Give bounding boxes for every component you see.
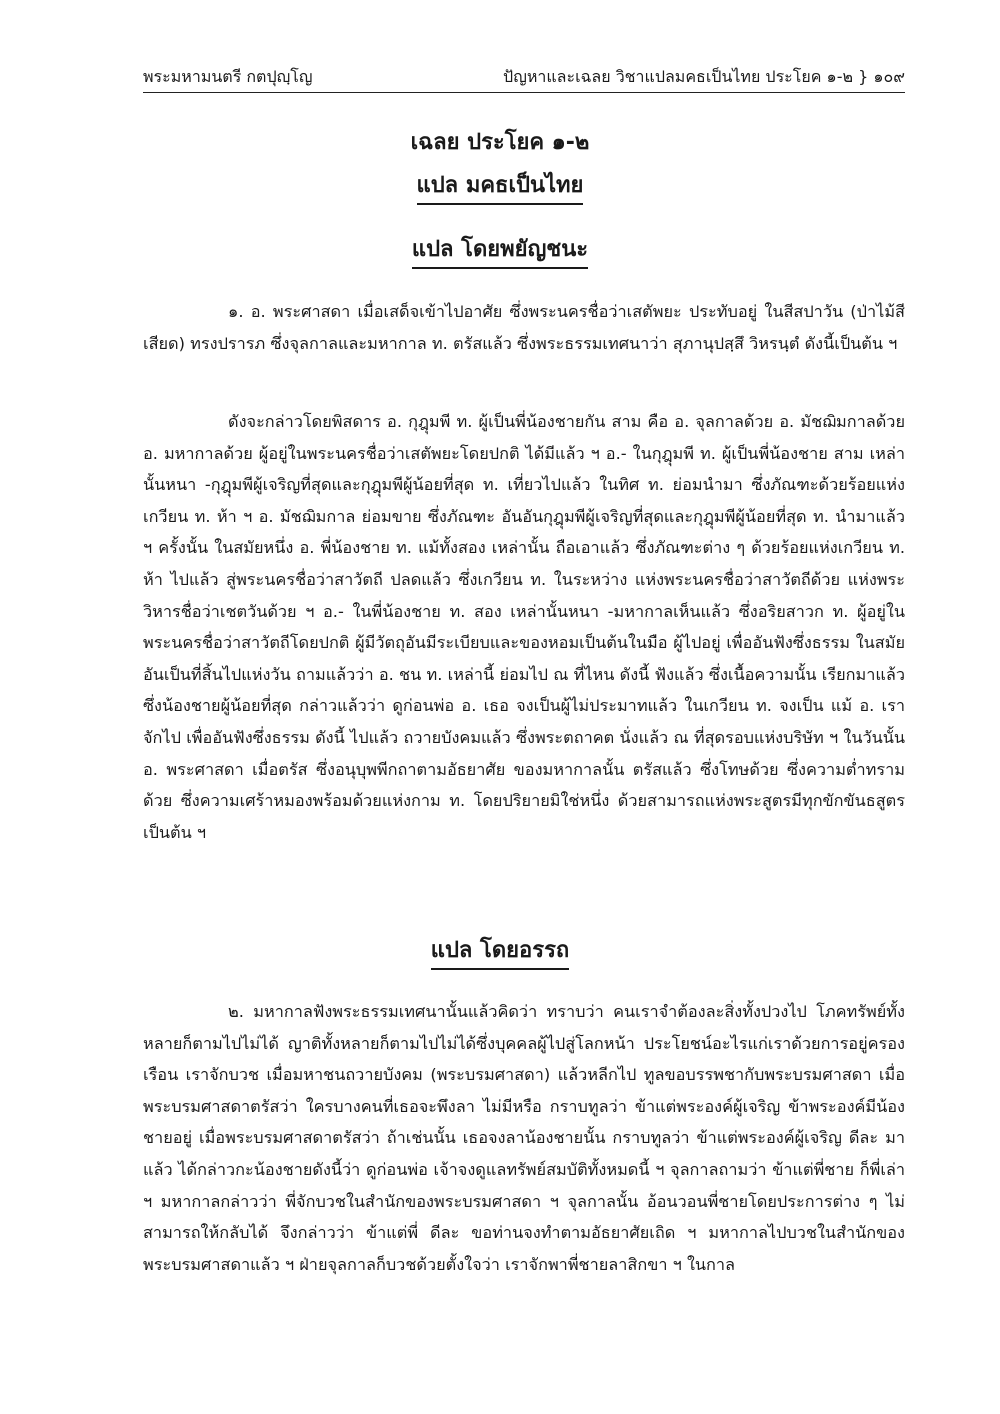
- header-author: พระมหามนตรี กตปุญฺโญ: [143, 67, 313, 86]
- paragraph-2: ดังจะกล่าวโดยพิสดาร อ. กุฎุมพี ท. ผู้เป็นพี่น้องชายกัน สาม คือ อ. จุลกาลด้วย อ. มัชฌิมกาลด้วย อ. มหากาลด้วย ผู้อยู่ในพระนครชื่อว่าเสตัพยะโดยปกติ ได้มีแล้ว ฯ อ.- ในกุฎุมพี ท. ผู้เป็นพี่น้องชาย สาม เหล่านั้นหนา -กุฎุมพีผู้เจริญที่สุดและกุฎุมพีผู้น้อยที่สุด ท. เที่ยวไปแล้ว ในทิศ ท. ย่อมนำมา ซึ่งภัณฑะด้วยร้อยแห่งเกวียน ท. ห้า ฯ อ. มัชฌิมกาล ย่อมขาย ซึ่งภัณฑะ อันอันกุฎุมพีผู้เจริญที่สุดและกุฎุมพีผู้น้อยที่สุด ท. นำมาแล้ว ฯ ครั้งนั้น ในสมัยหนึ่ง อ. พี่น้องชาย ท. แม้ทั้งสอง เหล่านั้น ถือเอาแล้ว ซึ่งภัณฑะต่าง ๆ ด้วยร้อยแห่งเกวียน ท. ห้า ไปแล้ว สู่พระนครชื่อว่าสาวัตถี ปลดแล้ว ซึ่งเกวียน ท. ในระหว่าง แห่งพระนครชื่อว่าสาวัตถีด้วย แห่งพระวิหารชื่อว่าเชตวันด้วย ฯ อ.- ในพี่น้องชาย ท. สอง เหล่านั้นหนา -มหากาลเห็นแล้ว ซึ่งอริยสาวก ท. ผู้อยู่ในพระนครชื่อว่าสาวัตถีโดยปกติ ผู้มีวัตถุอันมีระเบียบและของหอมเป็นต้นในมือ ผู้ไปอยู่ เพื่ออันฟังซึ่งธรรม ในสมัยอันเป็นที่สิ้นไปแห่งวัน ถามแล้วว่า อ. ชน ท. เหล่านี้ ย่อมไป ณ ที่ไหน ดังนี้ ฟังแล้ว ซึ่งเนื้อความนั้น เรียกมาแล้ว ซึ่งน้องชายผู้น้อยที่สุด กล่าวแล้วว่า ดูก่อนพ่อ อ. เธอ จงเป็นผู้ไม่ประมาทแล้ว ในเกวียน ท. จงเป็น แม้ อ. เรา จักไป เพื่ออันฟังซึ่งธรรม ดังนี้ ไปแล้ว ถวายบังคมแล้ว ซึ่งพระตถาคต นั่งแล้ว ณ ที่สุดรอบแห่งบริษัท ฯ ในวันนั้น อ. พระศาสดา เมื่อตรัส ซึ่งอนุบุพพีกถาตามอัธยาศัย ของมหากาลนั้น ตรัสแล้ว ซึ่งโทษด้วย ซึ่งความต่ำทรามด้วย ซึ่งความเศร้าหมองพร้อมด้วยแห่งกาม ท. โดยปริยายมิใช่หนึ่ง ด้วยสามารถแห่งพระสูตรมีทุกขักขันธสูตรเป็นต้น ฯ: [143, 412, 905, 842]
- answer-title: [0, 128, 1000, 158]
- subject-title-text: แปล มคธเป็นไทย: [417, 171, 584, 205]
- running-header: [143, 66, 905, 93]
- section-title-meaning-text: แปล โดยอรรถ: [431, 936, 569, 970]
- subject-title: [0, 171, 1000, 205]
- section-title-literal-text: แปล โดยพยัญชนะ: [412, 235, 588, 269]
- answer-title-text: เฉลย ประโยค ๑-๒: [410, 130, 590, 155]
- header-book-title: ปัญหาและเฉลย วิชาแปลมคธเป็นไทย ประโยค ๑-๒ } ๑๐๙: [503, 67, 905, 86]
- paragraph-3: ๒. มหากาลฟังพระธรรมเทศนานั้นแล้วคิดว่า ทราบว่า คนเราจำต้องละสิ่งทั้งปวงไป โภคทรัพย์ทั้งหลายก็ตามไปไม่ได้ ญาติทั้งหลายก็ตามไปไม่ได้ซึ่งบุคคลผู้ไปสู่โลกหน้า ประโยชน์อะไรแก่เราด้วยการอยู่ครองเรือน เราจักบวช เมื่อมหาชนถวายบังคม (พระบรมศาสดา) แล้วหลีกไป ทูลขอบรรพชากับพระบรมศาสดา เมื่อพระบรมศาสดาตรัสว่า ใครบางคนที่เธอจะพึงลา ไม่มีหรือ กราบทูลว่า ข้าแต่พระองค์ผู้เจริญ ข้าพระองค์มีน้องชายอยู่ เมื่อพระบรมศาสดาตรัสว่า ถ้าเช่นนั้น เธอจงลาน้องชายนั้น กราบทูลว่า ข้าแต่พระองค์ผู้เจริญ ดีละ มาแล้ว ได้กล่าวกะน้องชายดังนี้ว่า ดูก่อนพ่อ เจ้าจงดูแลทรัพย์สมบัติทั้งหมดนี้ ฯ จุลกาลถามว่า ข้าแต่พี่ชาย ก็พี่เล่า ฯ มหากาลกล่าวว่า พี่จักบวชในสำนักของพระบรมศาสดา ฯ จุลกาลนั้น อ้อนวอนพี่ชายโดยประการต่าง ๆ ไม่สามารถให้กลับได้ จึงกล่าวว่า ข้าแต่พี่ ดีละ ขอท่านจงทำตามอัธยาศัยเถิด ฯ มหากาลไปบวชในสำนักของพระบรมศาสดาแล้ว ฯ ฝ่ายจุลกาลก็บวชด้วยตั้งใจว่า เราจักพาพี่ชายลาสิกขา ฯ ในกาล: [143, 1002, 905, 1274]
- section-title-meaning: [0, 936, 1000, 970]
- paragraph-1: ๑. อ. พระศาสดา เมื่อเสด็จเข้าไปอาศัย ซึ่งพระนครชื่อว่าเสตัพยะ ประทับอยู่ ในสีสปาวัน (ป่าไม้สีเสียด) ทรงปรารภ ซึ่งจุลกาลและมหากาล ท. ตรัสแล้ว ซึ่งพระธรรมเทศนาว่า สุภานุปสฺสึ วิหรนฺตํ ดังนี้เป็นต้น ฯ: [143, 302, 905, 353]
- section-title-literal: [0, 235, 1000, 269]
